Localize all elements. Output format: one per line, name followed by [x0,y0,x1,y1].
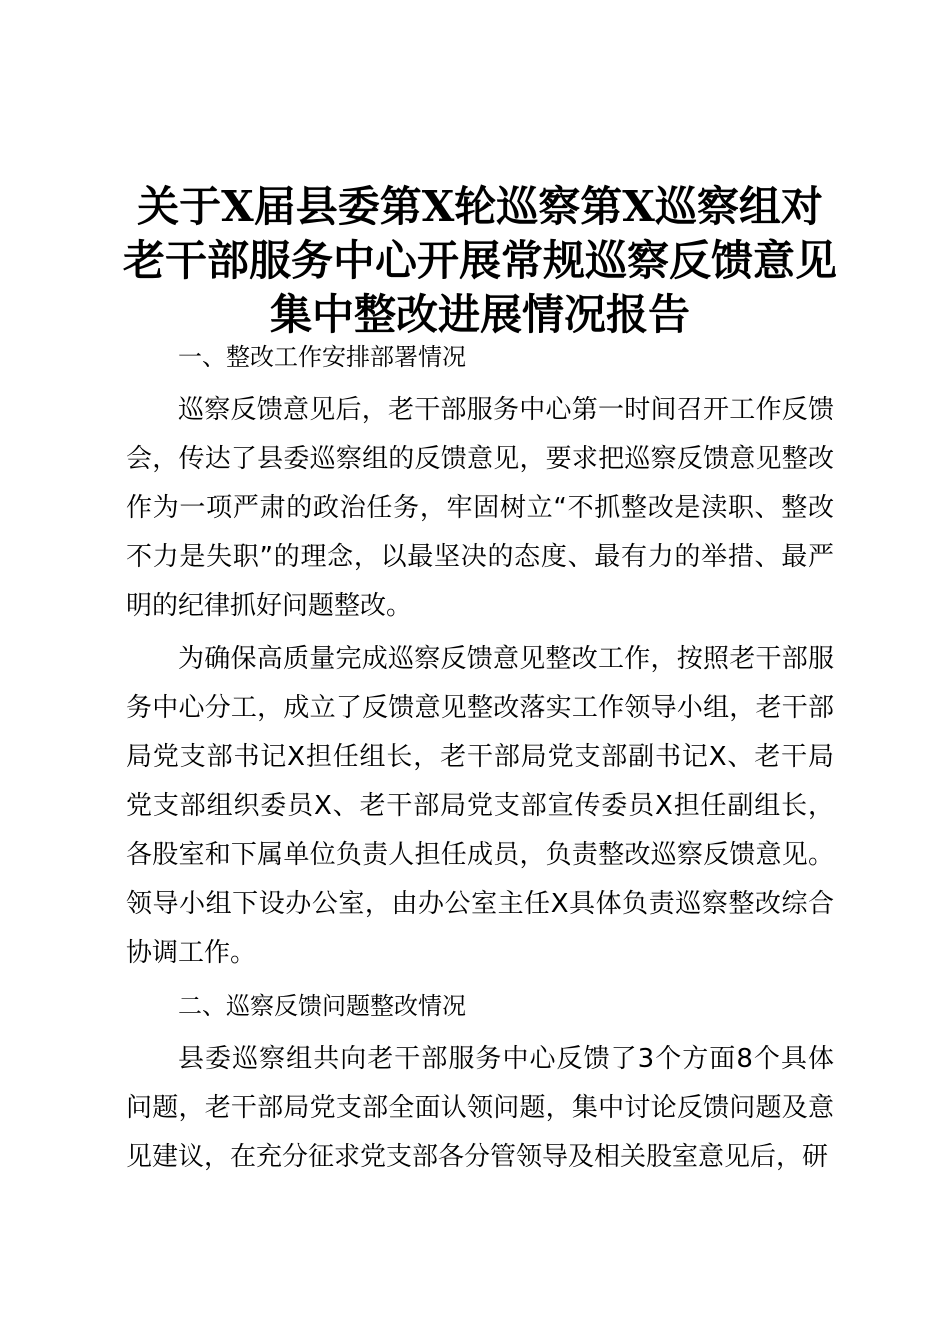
paragraph-3: 县委巡察组共向老干部服务中心反馈了3个方面8个具体问题，老干部局党支部全面认领问题，集中讨论反馈问题及意见建议，在充分征求党支部各分管领导及相关股室意见后，研 [126,1044,834,1172]
title-line-1: 关于X届县委第X轮巡察第X巡察组对 [137,182,823,231]
document-body [126,333,834,1182]
title-line-3: 集中整改进展情况报告 [269,290,690,339]
paragraph-1: 巡察反馈意见后，老干部服务中心第一时间召开工作反馈会，传达了县委巡察组的反馈意见，要求把巡察反馈意见整改作为一项严肃的政治任务，牢固树立“不抓整改是渎职、整改不力是失职”的理念，以最坚决的态度、最有力的举措、最严明的纪律抓好问题整改。 [126,395,834,621]
document-title [118,180,842,342]
title-line-2: 老干部服务中心开展常规巡察反馈意见 [122,236,837,285]
paragraph-2: 为确保高质量完成巡察反馈意见整改工作，按照老干部服务中心分工，成立了反馈意见整改落实工作领导小组，老干部局党支部书记X担任组长，老干部局党支部副书记X、老干局党支部组织委员X、老干部局党支部宣传委员X担任副组长，各股室和下属单位负责人担任成员，负责整改巡察反馈意见。领导小组下设办公室，由办公室主任X具体负责巡察整改综合协调工作。 [126,644,834,968]
section-heading-1: 一、整改工作安排部署情况 [178,343,466,371]
section-heading-2: 二、巡察反馈问题整改情况 [178,992,466,1020]
